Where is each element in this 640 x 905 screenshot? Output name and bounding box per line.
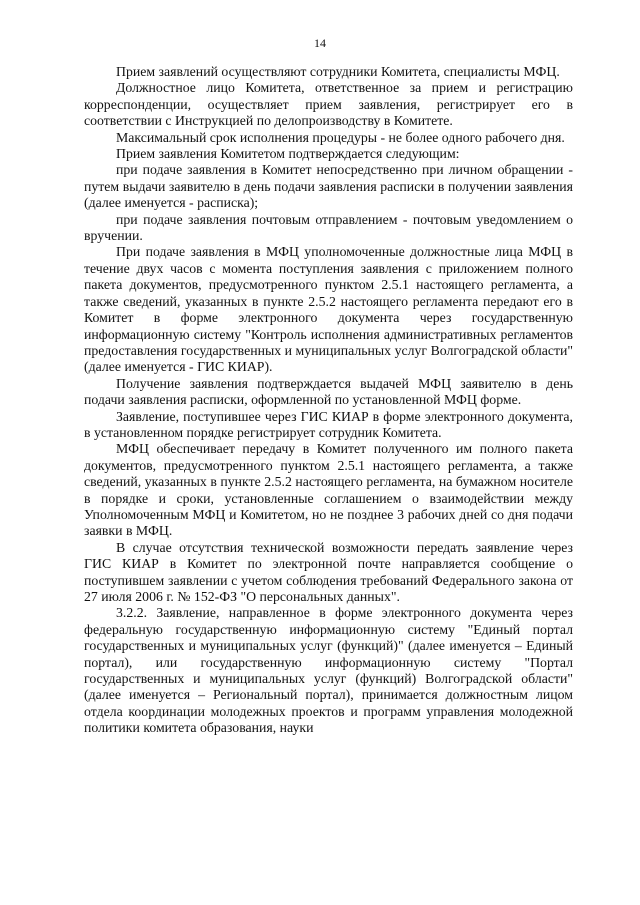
paragraph-7: При подаче заявления в МФЦ уполномоченные должностные лица МФЦ в течение двух часов с момента поступления заявления с приложением полного пакета документов, предусмотренного пунктом 2.5.1 настоящего регламента, а также сведений, указанных в пункте 2.5.2 настоящего регламента передают его в Комитет в форме электронного документа через государственную информационную систему "Контроль исполнения административных регламентов предоставления государственных и муниципальных услуг Волгоградской области" (далее именуется - ГИС КИАР).	[84, 244, 573, 375]
paragraph-9: Заявление, поступившее через ГИС КИАР в форме электронного документа, в установленном порядке регистрирует сотрудник Комитета.	[84, 408, 573, 440]
page-number: 14	[314, 36, 326, 50]
paragraph-11: В случае отсутствия технической возможности передать заявление через ГИС КИАР в Комитет по электронной почте направляется сообщение о поступившем заявлении с учетом соблюдения требований Федерального закона от 27 июля 2006 г. № 152-ФЗ "О персональных данных".	[84, 539, 573, 604]
paragraph-12: 3.2.2. Заявление, направленное в форме электронного документа через федеральную государственную информационную систему "Единый портал государственных и муниципальных услуг (функций)" (далее именуется – Единый портал), или государственную информационную систему "Портал государственных и муниципальных услуг (функций) Волгоградской области" (далее именуется – Региональный портал), принимается должностным лицом отдела координации молодежных проектов и программ управления молодежной политики комитета образования, науки	[84, 605, 573, 736]
paragraph-2: Должностное лицо Комитета, ответственное за прием и регистрацию корреспонденции, осуществляет прием заявления, регистрирует его в соответствии с Инструкцией по делопроизводству в Комитете.	[84, 80, 573, 129]
body-text	[84, 64, 573, 737]
paragraph-5: при подаче заявления в Комитет непосредственно при личном обращении - путем выдачи заявителю в день подачи заявления расписки в получении заявления (далее именуется - расписка);	[84, 162, 573, 211]
paragraph-4: Прием заявления Комитетом подтверждается следующим:	[116, 146, 460, 162]
paragraph-3: Максимальный срок исполнения процедуры - не более одного рабочего дня.	[116, 129, 565, 145]
paragraph-1: Прием заявлений осуществляют сотрудники Комитета, специалисты МФЦ.	[116, 64, 560, 79]
paragraph-8: Получение заявления подтверждается выдачей МФЦ заявителю в день подачи заявления расписки, оформленной по установленной МФЦ форме.	[84, 375, 573, 408]
paragraph-10: МФЦ обеспечивает передачу в Комитет полученного им полного пакета документов, предусмотренного пунктом 2.5.1 настоящего регламента, а также сведений, указанных в пункте 2.5.2 настоящего регламента, на бумажном носителе в порядке и сроки, установленные соглашением о взаимодействии между Уполномоченным МФЦ и Комитетом, но не позднее 3 рабочих дней со дня подачи заявки в МФЦ.	[84, 441, 573, 539]
paragraph-6: при подаче заявления почтовым отправлением - почтовым уведомлением о вручении.	[84, 211, 573, 244]
